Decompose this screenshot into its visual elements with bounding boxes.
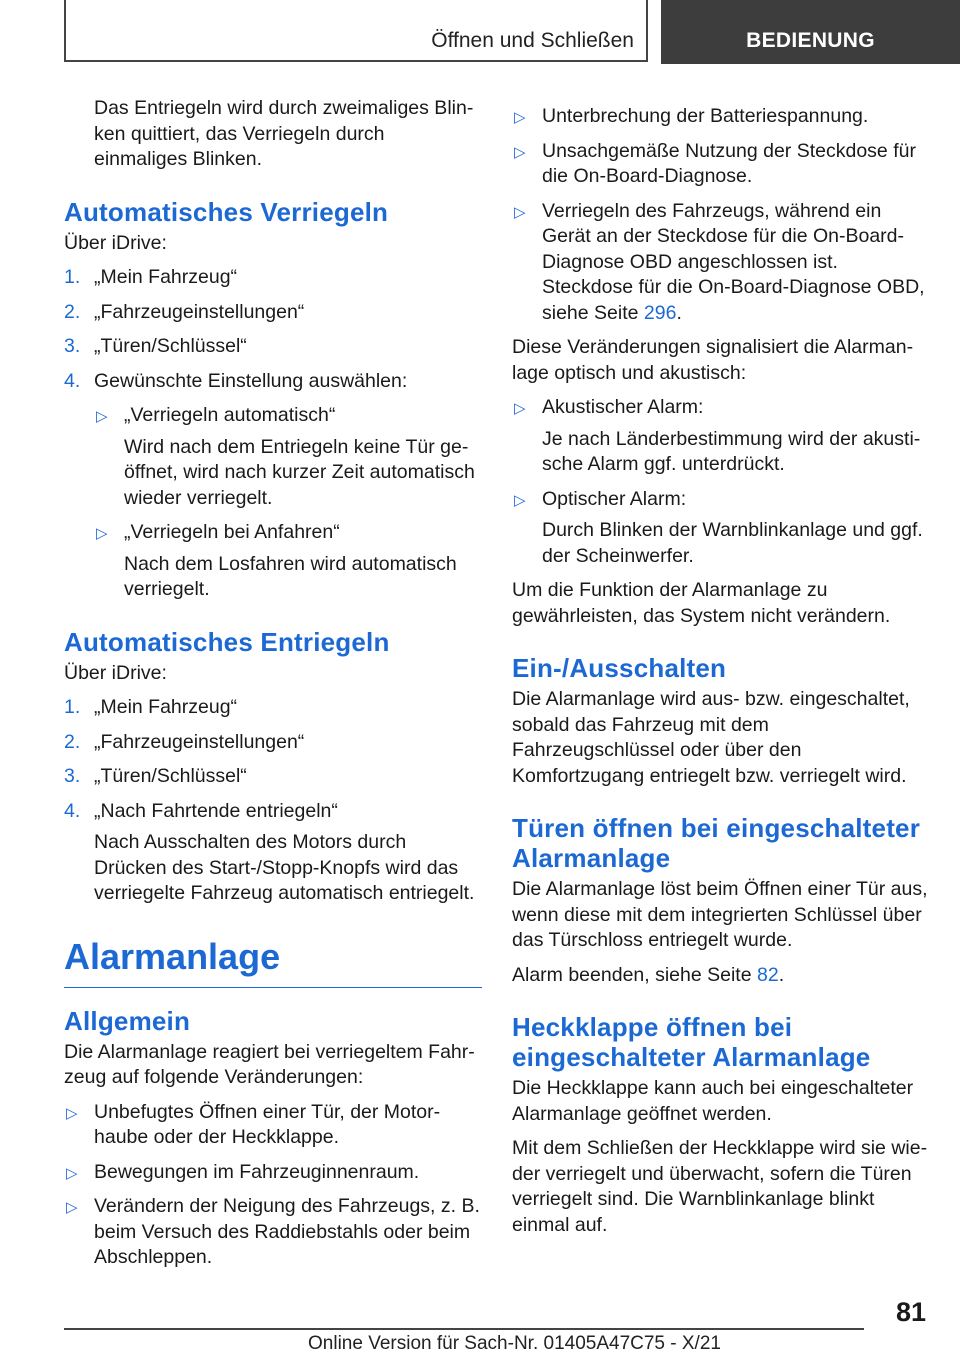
footer-divider xyxy=(64,1328,864,1330)
heading-auto-unlock: Automatisches Entriegeln xyxy=(64,626,390,657)
bullet-text: Verriegeln des Fahrzeugs, während ein Gerät an der Steckdose für die On-Board-Diagnose OBD angeschlossen ist. Steckdose für die On-Board-Diagnose OBD, siehe Seite xyxy=(542,199,925,324)
auto-lock-options xyxy=(94,403,482,603)
triangle-bullet-icon: ▷ xyxy=(66,1104,78,1122)
alarm-types-list xyxy=(512,395,930,569)
bullet-text: Unterbrechung der Batteriespannung. xyxy=(542,105,869,127)
page-number: 81 xyxy=(895,1297,926,1327)
list-item xyxy=(64,730,482,756)
alarm-end-text: Alarm beenden, siehe Seite xyxy=(512,963,757,986)
via-idrive-unlock: Über iDrive: xyxy=(64,661,167,684)
step-text: „Türen/Schlüssel“ xyxy=(94,335,247,357)
step-number: 1. xyxy=(64,266,81,288)
heading-general: Allgemein xyxy=(64,1005,191,1036)
alarm-label: Optischer Alarm: xyxy=(542,487,687,510)
triangle-bullet-icon: ▷ xyxy=(96,525,108,542)
step-text: „Fahrzeugeinstellungen“ xyxy=(94,300,305,323)
heading-on-off: Ein-/Ausschalten xyxy=(512,653,727,683)
triangle-bullet-icon: ▷ xyxy=(66,1199,78,1216)
step-text: „Türen/Schlüssel“ xyxy=(94,765,247,787)
list-item xyxy=(512,199,930,327)
step-number: 3. xyxy=(64,335,81,357)
step-number: 2. xyxy=(64,730,81,753)
list-item xyxy=(512,139,930,190)
option-description: Nach dem Losfahren wird automatisch verriegelt. xyxy=(124,552,457,600)
step-text: „Mein Fahrzeug“ xyxy=(94,696,238,718)
list-item xyxy=(64,265,482,291)
auto-unlock-steps xyxy=(64,695,482,907)
function-paragraph: Um die Funktion der Alarmanlage zu gewährleisten, das System nicht verändern. xyxy=(512,579,891,627)
step-number: 4. xyxy=(64,369,81,392)
section-title: Öffnen und Schließen xyxy=(64,0,648,62)
page-link-296[interactable]: 296 xyxy=(643,301,677,324)
page-link-82[interactable]: 82 xyxy=(757,963,779,986)
triangle-bullet-icon: ▷ xyxy=(96,408,108,425)
list-item xyxy=(64,1100,482,1151)
step-number: 2. xyxy=(64,300,81,323)
list-item xyxy=(64,334,482,360)
list-item xyxy=(64,369,482,603)
list-item xyxy=(64,1160,482,1186)
left-column xyxy=(64,96,482,1280)
chapter-tab: BEDIENUNG xyxy=(661,0,960,64)
alarm-description: Durch Blinken der Warnblinkanlage und ggf. der Scheinwerfer. xyxy=(542,519,923,567)
triangle-bullet-icon: ▷ xyxy=(514,143,526,161)
list-item xyxy=(64,300,482,326)
signal-paragraph: Diese Veränderungen signalisiert die Alarmanlage optisch und akustisch: xyxy=(512,336,914,384)
list-item xyxy=(94,403,482,511)
option-description: Wird nach dem Entriegeln keine Tür geöffnet, wird nach kurzer Zeit automatisch wieder verriegelt. xyxy=(124,435,475,509)
step-number: 4. xyxy=(64,799,81,822)
triangle-bullet-icon: ▷ xyxy=(514,400,526,417)
option-label: „Verriegeln automatisch“ xyxy=(124,404,336,426)
right-column xyxy=(512,104,930,1247)
step-number: 1. xyxy=(64,696,81,718)
triangle-bullet-icon: ▷ xyxy=(514,491,526,509)
heading-auto-lock: Automatisches Verriegeln xyxy=(64,196,389,227)
step-text: Gewünschte Einstellung auswählen: xyxy=(94,369,408,392)
list-item xyxy=(512,487,930,570)
tailgate-paragraph-1: Die Heckklappe kann auch bei eingeschalteter Alarmanlage geöffnet werden. xyxy=(512,1077,914,1125)
list-item xyxy=(64,799,482,907)
general-paragraph: Die Alarmanlage reagiert bei verriegeltem Fahrzeug auf folgende Veränderungen: xyxy=(64,1040,475,1088)
heading-tailgate: Heckklappe öffnen bei eingeschalteter Alarmanlage xyxy=(512,1012,871,1072)
list-item xyxy=(512,395,930,478)
alarm-triggers-list-continued xyxy=(512,104,930,326)
triangle-bullet-icon: ▷ xyxy=(514,109,526,126)
triangle-bullet-icon: ▷ xyxy=(514,203,526,221)
bullet-end: . xyxy=(676,301,682,324)
list-item xyxy=(512,104,930,130)
heading-doors-open: Türen öffnen bei eingeschalteter Alarmanlage xyxy=(512,813,921,873)
bullet-text: Bewegungen im Fahrzeuginnenraum. xyxy=(94,1160,420,1183)
intro-paragraph: Das Entriegeln wird durch zweimaliges Blinken quittiert, das Verriegeln durch einmaliges Blinken. xyxy=(94,97,474,170)
alarm-description: Je nach Länderbestimmung wird der akustische Alarm ggf. unterdrückt. xyxy=(542,427,921,475)
bullet-text: Unsachgemäße Nutzung der Steckdose für die On-Board-Diagnose. xyxy=(542,139,916,187)
list-item xyxy=(64,1194,482,1271)
list-item xyxy=(94,520,482,603)
step-number: 3. xyxy=(64,765,81,787)
triangle-bullet-icon: ▷ xyxy=(66,1164,78,1182)
bullet-text: Unbefugtes Öffnen einer Tür, der Motorhaube oder der Heckklappe. xyxy=(94,1100,441,1148)
alarm-end-dot: . xyxy=(778,963,785,986)
step-text: „Mein Fahrzeug“ xyxy=(94,266,238,288)
auto-lock-steps xyxy=(64,265,482,603)
on-off-paragraph: Die Alarmanlage wird aus- bzw. eingeschaltet, sobald das Fahrzeug mit dem Fahrzeugschlüssel oder über den Komfortzugang entriegelt bzw. verriegelt wird. xyxy=(512,688,910,787)
list-item xyxy=(64,764,482,790)
heading-alarm-system: Alarmanlage xyxy=(64,935,482,988)
footer-version-text: Online Version für Sach-Nr. 01405A47C75 - X/21 xyxy=(308,1333,721,1354)
step-text: „Nach Fahrtende entriegeln“ xyxy=(94,799,338,822)
alarm-end-paragraph xyxy=(512,963,930,989)
page-header xyxy=(0,0,960,66)
alarm-triggers-list xyxy=(64,1100,482,1271)
option-label: „Verriegeln bei Anfahren“ xyxy=(124,521,340,543)
tailgate-paragraph-2: Mit dem Schließen der Heckklappe wird sie wieder verriegelt und überwacht, sofern die Türen verriegelt sind. Die Warnblinkanlage blinkt einmal auf. xyxy=(512,1137,928,1236)
alarm-label: Akustischer Alarm: xyxy=(542,396,704,418)
via-idrive-lock: Über iDrive: xyxy=(64,231,167,254)
bullet-text: Verändern der Neigung des Fahrzeugs, z. B. beim Versuch des Raddiebstahls oder beim Abschleppen. xyxy=(94,1195,480,1268)
doors-paragraph: Die Alarmanlage löst beim Öffnen einer Tür aus, wenn diese mit dem integrierten Schlüssel über das Türschloss entriegelt wurde. xyxy=(512,878,928,951)
step-text: „Fahrzeugeinstellungen“ xyxy=(94,730,305,753)
list-item xyxy=(64,695,482,721)
step-description: Nach Ausschalten des Motors durch Drücken des Start-/Stopp-Knopfs wird das verriegelte Fahrzeug automatisch entriegelt. xyxy=(94,831,475,904)
